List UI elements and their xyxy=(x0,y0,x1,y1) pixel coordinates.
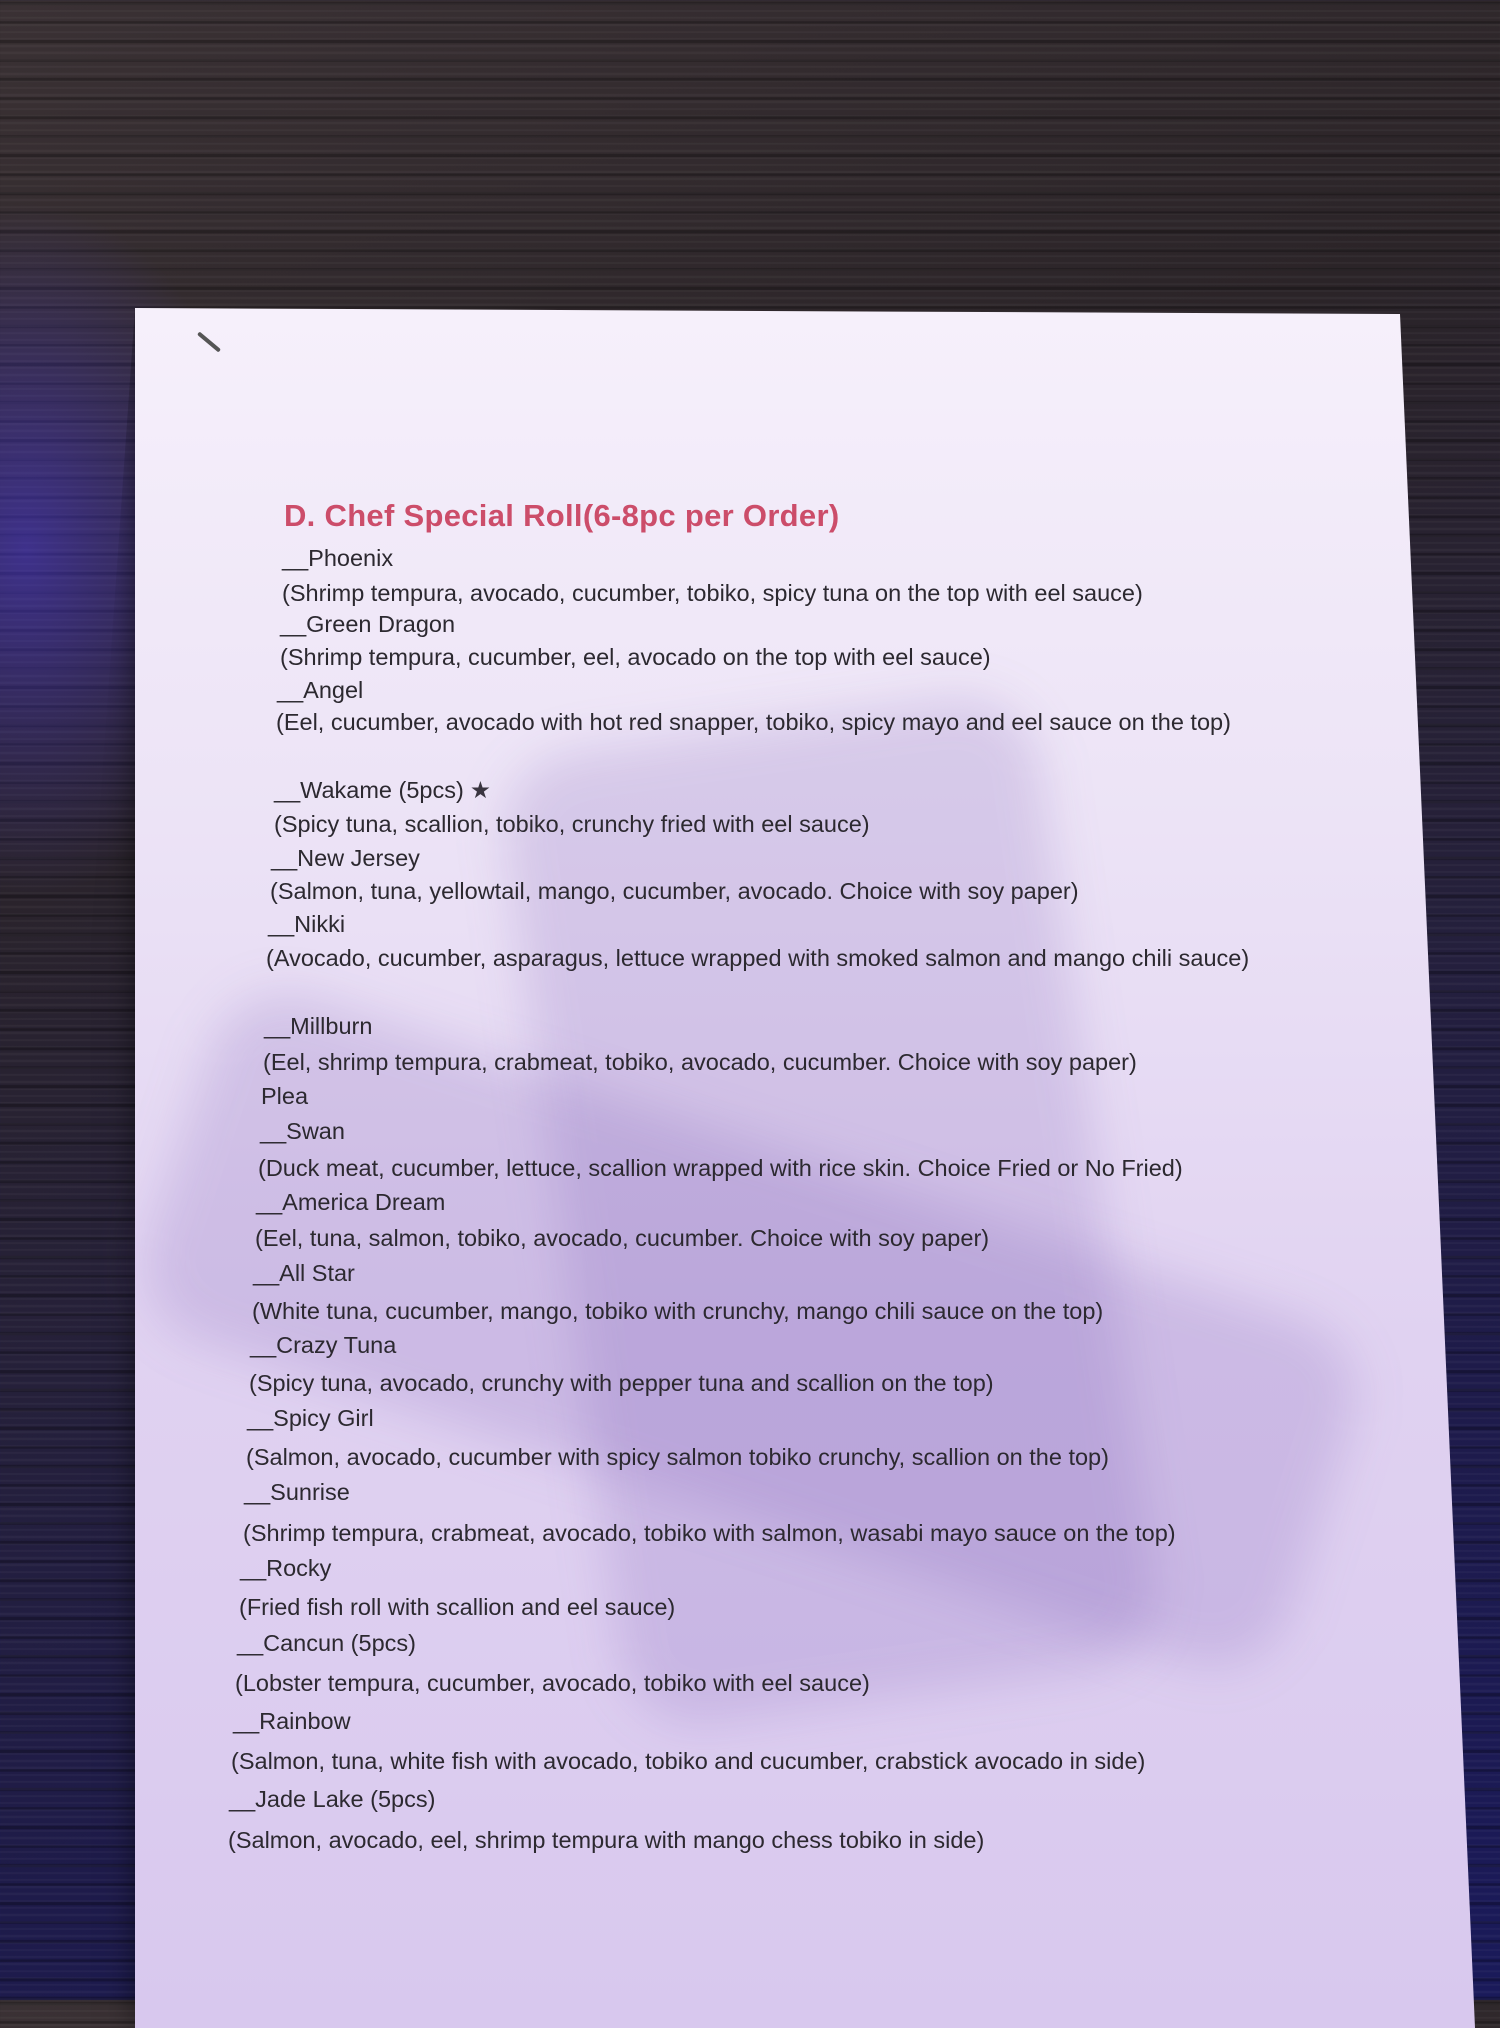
item-name-jade-lake: __Jade Lake (5pcs) xyxy=(229,1786,436,1812)
item-desc-rocky: (Fried fish roll with scallion and eel sauce) xyxy=(239,1594,676,1620)
stray-text: Plea xyxy=(261,1083,309,1109)
item-desc-phoenix: (Shrimp tempura, avocado, cucumber, tobiko, spicy tuna on the top with eel sauce) xyxy=(282,580,1143,606)
item-name-wakame xyxy=(274,776,491,804)
item-name-all-star: __All Star xyxy=(253,1260,355,1286)
item-desc-crazy-tuna: (Spicy tuna, avocado, crunchy with pepper tuna and scallion on the top) xyxy=(249,1370,994,1396)
item-desc-rainbow: (Salmon, tuna, white fish with avocado, tobiko and cucumber, crabstick avocado in side) xyxy=(231,1748,1146,1774)
item-desc-millburn: (Eel, shrimp tempura, crabmeat, tobiko, avocado, cucumber. Choice with soy paper) xyxy=(263,1049,1137,1075)
item-desc-green-dragon: (Shrimp tempura, cucumber, eel, avocado on the top with eel sauce) xyxy=(280,644,991,670)
item-name-spicy-girl: __Spicy Girl xyxy=(247,1405,374,1431)
item-name-swan: __Swan xyxy=(260,1118,345,1144)
item-name-cancun: __Cancun (5pcs) xyxy=(237,1630,416,1656)
item-name-crazy-tuna: __Crazy Tuna xyxy=(250,1332,397,1358)
item-name-rainbow: __Rainbow xyxy=(233,1708,351,1734)
item-desc-swan: (Duck meat, cucumber, lettuce, scallion wrapped with rice skin. Choice Fried or No Fried) xyxy=(258,1155,1183,1181)
item-desc-angel: (Eel, cucumber, avocado with hot red snapper, tobiko, spicy mayo and eel sauce on the top) xyxy=(276,709,1231,735)
item-desc-cancun: (Lobster tempura, cucumber, avocado, tobiko with eel sauce) xyxy=(235,1670,870,1696)
item-desc-wakame: (Spicy tuna, scallion, tobiko, crunchy fried with eel sauce) xyxy=(274,811,870,837)
item-name-america-dream: __America Dream xyxy=(256,1189,446,1215)
item-name-phoenix: __Phoenix xyxy=(282,545,394,571)
section-title: D. Chef Special Roll(6-8pc per Order) xyxy=(284,498,840,533)
item-name-green-dragon: __Green Dragon xyxy=(280,611,456,637)
item-desc-spicy-girl: (Salmon, avocado, cucumber with spicy salmon tobiko crunchy, scallion on the top) xyxy=(246,1444,1109,1470)
item-name-angel: __Angel xyxy=(277,677,364,703)
item-desc-all-star: (White tuna, cucumber, mango, tobiko with crunchy, mango chili sauce on the top) xyxy=(252,1298,1104,1324)
item-desc-new-jersey: (Salmon, tuna, yellowtail, mango, cucumber, avocado. Choice with soy paper) xyxy=(270,878,1079,904)
item-desc-america-dream: (Eel, tuna, salmon, tobiko, avocado, cucumber. Choice with soy paper) xyxy=(255,1225,990,1251)
item-desc-sunrise: (Shrimp tempura, crabmeat, avocado, tobiko with salmon, wasabi mayo sauce on the top) xyxy=(243,1520,1176,1546)
item-desc-jade-lake: (Salmon, avocado, eel, shrimp tempura with mango chess tobiko in side) xyxy=(228,1827,985,1853)
item-name-new-jersey: __New Jersey xyxy=(271,845,420,871)
item-name-wakame-text: __Wakame (5pcs) xyxy=(274,777,464,803)
star-icon: ★ xyxy=(469,777,491,803)
item-name-millburn: __Millburn xyxy=(264,1013,373,1039)
item-name-rocky: __Rocky xyxy=(240,1555,332,1581)
item-name-nikki: __Nikki xyxy=(268,911,346,937)
item-desc-nikki: (Avocado, cucumber, asparagus, lettuce wrapped with smoked salmon and mango chili sauce) xyxy=(266,945,1250,971)
item-name-sunrise: __Sunrise xyxy=(244,1479,350,1505)
